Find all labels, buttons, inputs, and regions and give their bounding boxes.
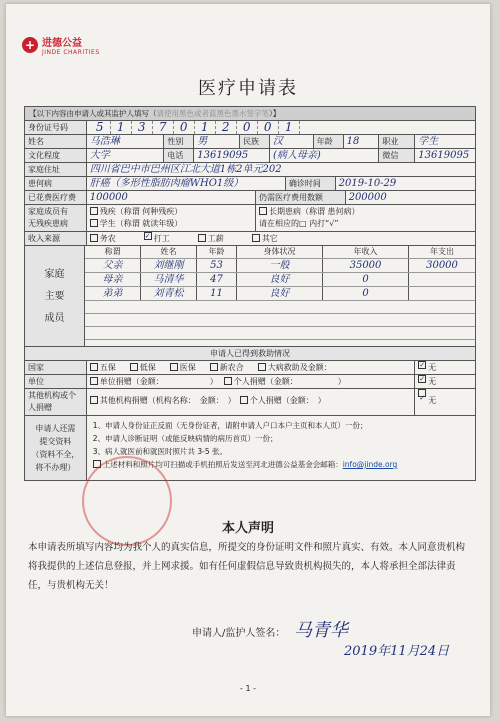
name-label: 姓名 [25,135,87,148]
document-item-3: 3、病人就医前和就医时照片共 3-5 张。 [92,447,228,456]
spent-value[interactable]: 100000 [87,191,256,204]
email-link[interactable]: info@jinde.org [342,460,398,469]
signature-date[interactable]: 2019年11月24日 [344,644,450,659]
name-row [24,135,476,149]
phone-value[interactable]: 13619095 [194,149,270,162]
aid-other-close: ） [317,396,326,405]
declaration-title: 本人声明 [221,521,274,536]
family-section [24,246,476,347]
education-row [24,149,476,163]
ethnic-value[interactable]: 汉 [270,135,314,148]
family-cell[interactable]: 刘青松 [141,287,197,300]
disability-label: 家庭成员有 无残疾患病 [25,205,87,231]
aid-other-person[interactable]: 个人捐赠（金额： [240,389,314,415]
aid-other-row [24,389,476,416]
family-cell[interactable]: 母亲 [85,273,141,286]
need-value[interactable]: 200000 [348,192,387,203]
chronic-option[interactable]: 长期患病（称谓 患何病） [259,206,472,218]
aid-other-options [87,389,416,415]
id-digit: 2 [216,121,237,134]
aid-org-donation[interactable]: 其他机构捐赠（机构名称： [90,389,196,415]
checkbox-note: 请在相应的□ 内打“√” [259,219,339,228]
email-line: 上述材料和照片均可扫描或手机拍照后发送至河北进德公益基金会邮箱：info@jinde.org [93,458,469,471]
family-cell[interactable]: 0 [323,287,409,300]
family-header-cell: 称谓 [85,246,141,258]
family-header-cell: 身体状况 [237,246,323,258]
aid-country-none[interactable]: ✓ 无 [415,361,475,374]
id-digit: 0 [258,121,279,134]
family-header-cell: 年收入 [323,246,409,258]
id-digit: 7 [153,121,174,134]
income-source-row [24,232,476,246]
form-title: 医疗申请表 [198,78,298,99]
family-header-row [85,246,475,259]
income-other[interactable]: 其它 [252,232,278,245]
family-row [85,259,475,273]
family-empty-row [85,314,475,327]
gender-label: 性别 [164,135,194,148]
family-empty-row [85,327,475,340]
need-label: 仍需医疗费用数额 [256,191,346,204]
aid-org-amount: 金额： [199,396,224,405]
aid-unit-close: ） [209,377,218,386]
address-label: 家庭住址 [25,163,87,176]
income-source-label: 收入来源 [25,232,87,245]
aid-unit-none[interactable]: ✓ 无 [415,375,475,388]
signature-label: 申请人/监护人签名： [192,628,286,639]
phone-note: (病人母亲) [270,149,379,162]
aid-other-label: 其他机构或个 人捐赠 [25,389,87,415]
charity-logo [22,34,100,56]
wechat-label: 微信 [379,149,415,162]
address-row [24,163,476,177]
aid-unit-row [24,375,476,389]
income-source-options [87,232,475,245]
family-row [85,273,475,287]
id-digit: 1 [195,121,216,134]
id-label: 身份证号码 [25,121,87,134]
family-cell[interactable]: 父亲 [85,259,141,272]
aid-person-donation[interactable]: 个人捐赠（金额： [224,375,298,388]
aid-dibao[interactable]: 低保 [130,361,156,374]
page-number: - 1 - [240,684,256,693]
income-farming[interactable]: 务农 [90,232,116,245]
aid-country-label: 国家 [25,361,87,374]
name-value[interactable]: 马浩琳 [87,135,165,148]
family-cell[interactable]: 马清华 [141,273,197,286]
disease-label: 患何病 [25,177,87,190]
diagnosis-date-value[interactable]: 2019-10-29 [338,178,397,189]
wechat-value[interactable]: 13619095 [418,150,470,161]
family-table [85,246,475,346]
family-cell[interactable] [409,273,475,286]
spent-label: 已花费医疗费 [25,191,87,204]
diagnosis-date-label: 确诊时间 [286,177,336,190]
education-value[interactable]: 大学 [87,149,165,162]
document-item-2: 2、申请人诊断证明（或能反映病情的病历首页）一份； [92,434,278,443]
id-digits[interactable] [87,121,475,134]
age-value[interactable]: 18 [344,135,380,148]
family-cell[interactable]: 11 [197,287,237,300]
id-row [24,121,476,135]
logo-text-en: JINDE CHARITIES [42,49,100,56]
income-labor[interactable]: ✓ 打工 [144,232,170,245]
form-table [24,106,476,481]
family-cell[interactable]: 30000 [426,260,458,271]
income-salary[interactable]: 工薪 [198,232,224,245]
family-header-cell: 年龄 [197,246,237,258]
aid-section-title: 申请人已得到救助情况 [24,347,476,361]
aid-org-close: ） [227,396,236,405]
aid-wubao[interactable]: 五保 [90,361,116,374]
family-cell[interactable]: 47 [197,273,237,286]
address-value[interactable]: 四川省巴中市巴州区江北大道1栋2单元202 [89,164,282,175]
documents-label: 申请人还需 提交资料 （资料不全， 将不办理） [25,416,87,480]
aid-other-none[interactable]: ✓ 无 [415,389,475,415]
disability-options-left [87,205,256,231]
aid-unit-donation[interactable]: 单位捐赠（金额： [90,375,164,388]
fill-instruction: 【以下内容由申请人或其监护人填写（请使用黑色或者蓝黑色墨水签字笔）】 [24,106,476,121]
student-option[interactable]: 学生（称谓 就读年级） [90,218,252,230]
aid-country-row [24,361,476,375]
family-cell[interactable]: 35000 [323,259,409,272]
aid-dabing[interactable]: 大病救助及金额： [258,361,332,374]
disability-options-right [256,205,475,231]
aid-xinnonghe[interactable]: 新农合 [210,361,244,374]
disability-row [24,205,476,232]
application-form-sheet [6,4,490,716]
id-digit: 1 [111,121,132,134]
id-digit: 5 [90,121,111,134]
logo-text-cn: 进德公益 [42,38,82,49]
aid-yibao[interactable]: 医保 [170,361,196,374]
gender-value[interactable]: 男 [194,135,240,148]
disabled-option[interactable]: 残疾（称谓 何种残疾） [90,206,252,218]
family-cell[interactable]: 53 [197,259,237,272]
disease-value[interactable]: 肝癌（多形性脂肪肉瘤WHO1级） [87,177,286,190]
family-cell[interactable] [409,287,475,300]
document-item-1: 1、申请人身份证正反面（无身份证者，请附申请人户口本户主页和本人页）一份； [92,421,368,430]
family-cell[interactable]: 良好 [237,287,323,300]
id-digit: 3 [132,121,153,134]
cost-row [24,191,476,205]
signature-handwritten[interactable]: 马青华 [294,620,348,641]
declaration-text: 本申请表所填写内容均为我个人的真实信息，所提交的身份证明文件和照片真实、有效。本人同意贵机构将我提供的上述信息登报，并上网求援。如有任何虚假信息导致贵机构损失的，本人将承担全部法律责任，与贵机构无关！ [28,542,466,591]
id-digit: 0 [237,121,258,134]
job-value[interactable]: 学生 [418,136,439,147]
family-cell[interactable]: 弟弟 [85,287,141,300]
family-header-cell: 姓名 [141,246,197,258]
id-digit: 0 [174,121,195,134]
family-cell[interactable]: 0 [323,273,409,286]
family-cell[interactable]: 一般 [237,259,323,272]
aid-unit-options [87,375,416,388]
job-label: 职业 [379,135,415,148]
phone-label: 电话 [164,149,194,162]
logo-mark-icon: + [22,37,38,53]
family-empty-row [85,301,475,314]
education-label: 文化程度 [25,149,87,162]
age-label: 年龄 [314,135,344,148]
aid-person-close: ） [337,377,346,386]
family-cell[interactable]: 良好 [237,273,323,286]
aid-country-options [87,361,416,374]
aid-unit-label: 单位 [25,375,87,388]
family-label: 家庭 主要 成员 [25,246,85,346]
disease-row [24,177,476,191]
family-cell[interactable]: 刘继刚 [141,259,197,272]
ethnic-label: 民族 [240,135,270,148]
family-header-cell: 年支出 [430,247,454,256]
family-row [85,287,475,301]
id-digit: 1 [279,121,300,134]
